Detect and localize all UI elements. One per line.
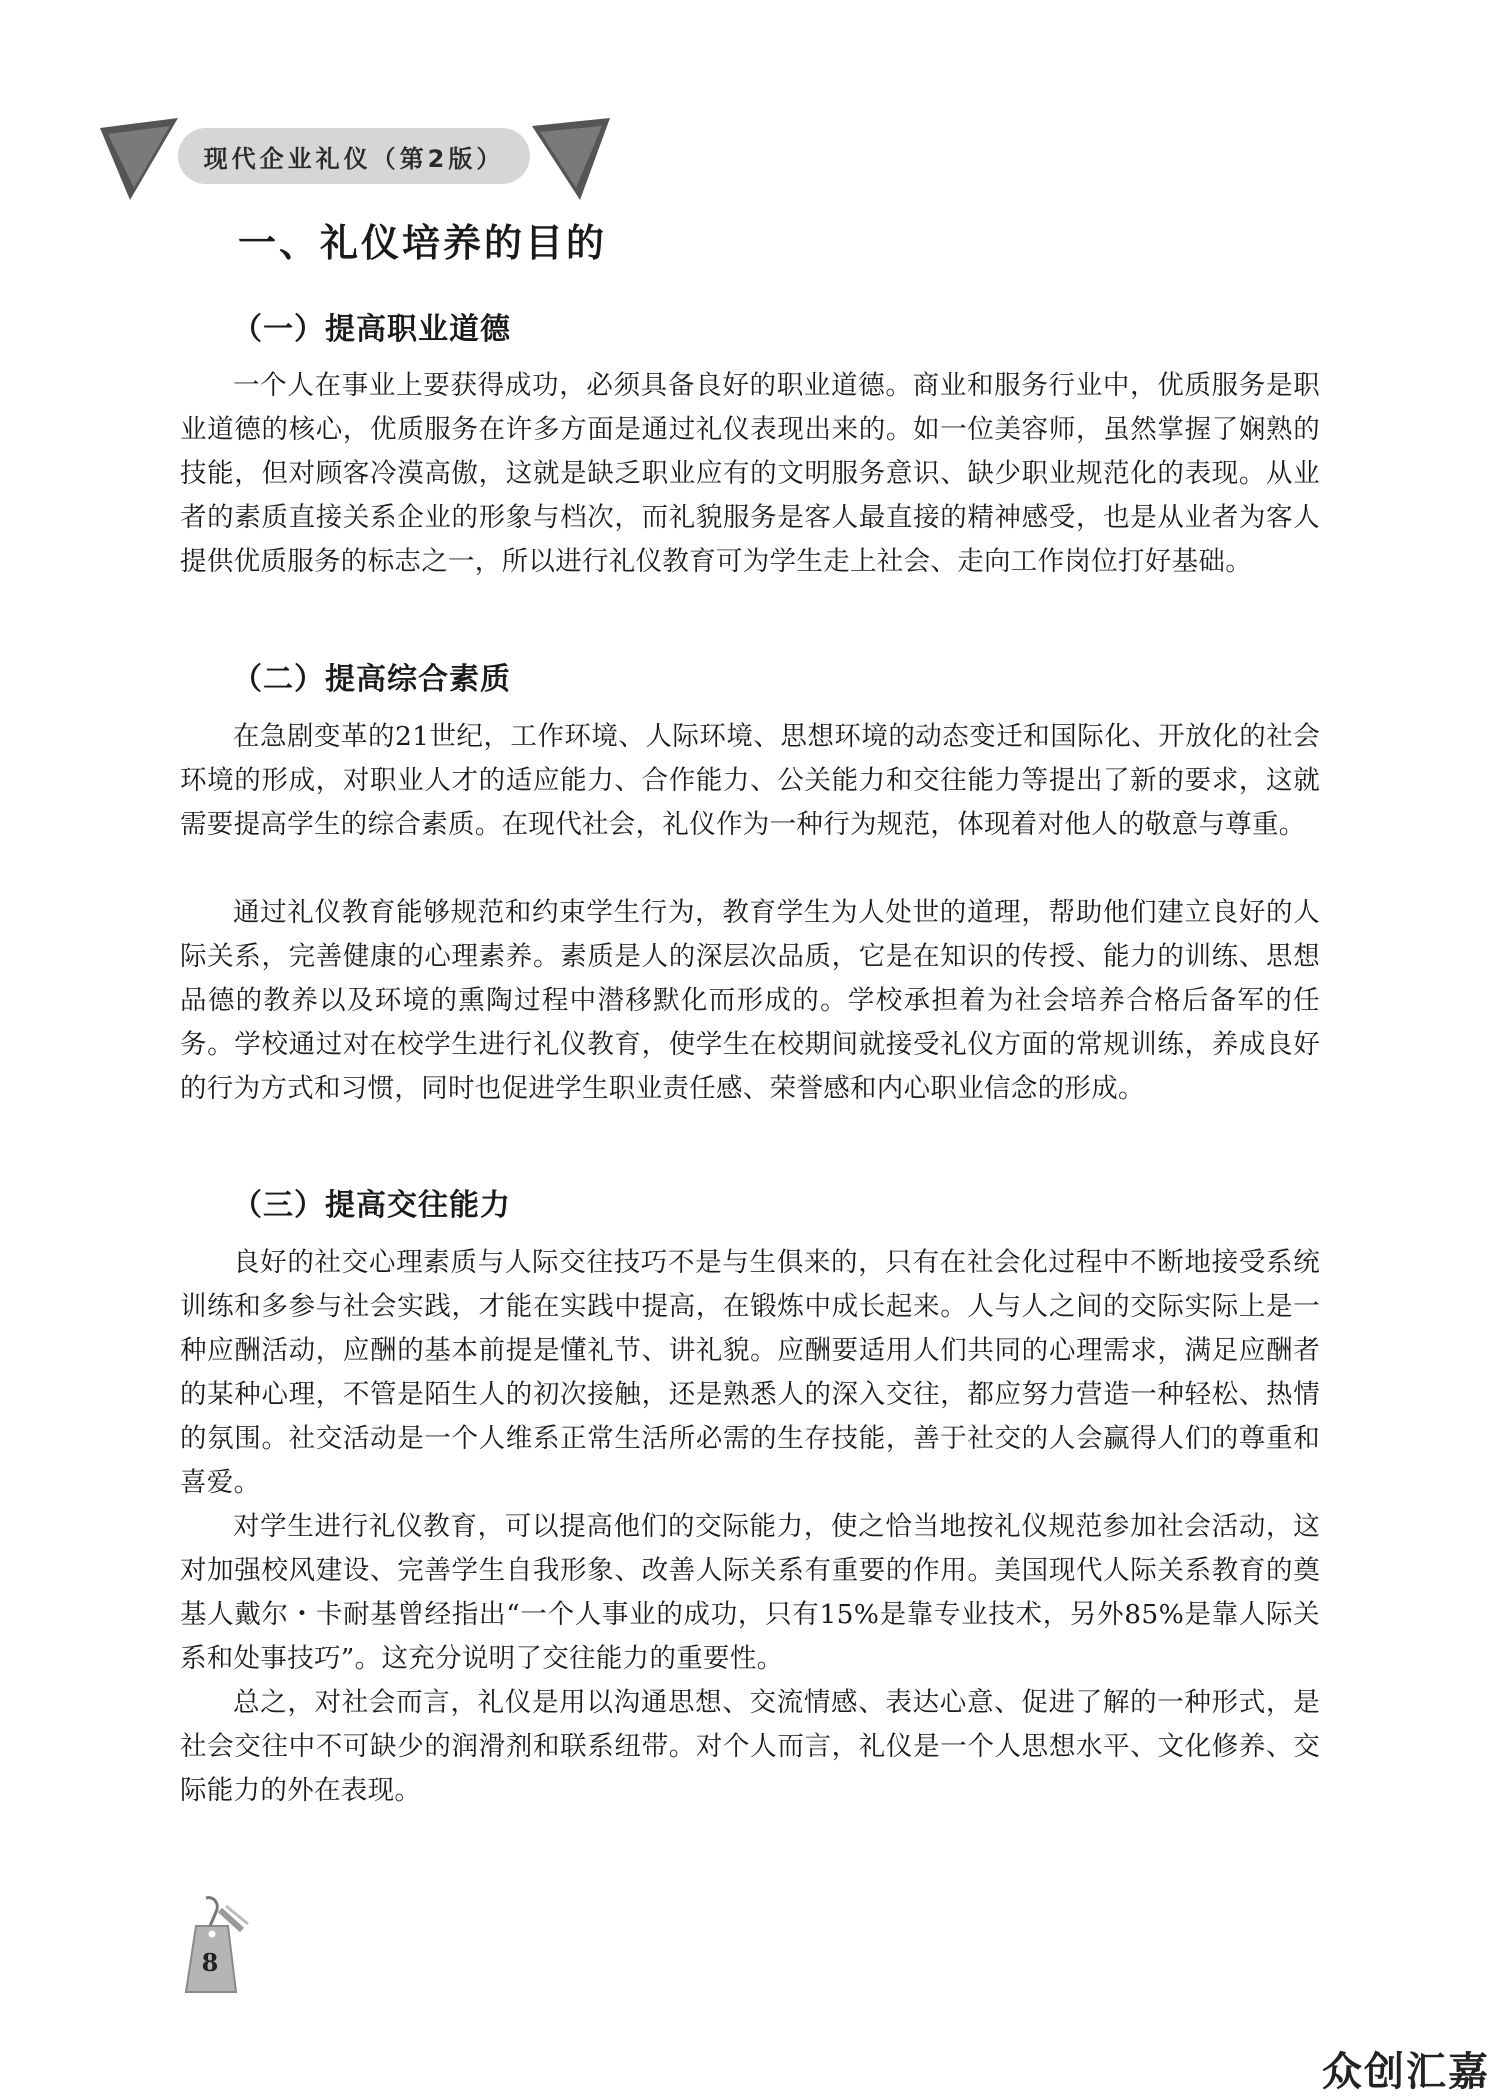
section-title: 一、礼仪培养的目的	[238, 221, 608, 265]
paragraph-2: 在急剧变革的21世纪，工作环境、人际环境、思想环境的动态变迁和国际化、开放化的社会环境的形成，对职业人才的适应能力、合作能力、公关能力和交往能力等提出了新的要求，这就需要提高学生的综合素质。在现代社会，礼仪作为一种行为规范，体现着对他人的敬意与尊重。	[180, 721, 1320, 840]
subsection-heading-3: （三）提高交往能力	[232, 1188, 511, 1223]
subsection-heading-2: （二）提高综合素质	[232, 662, 511, 697]
running-header: 现代企业礼仪（第2版）	[178, 128, 530, 184]
page-number: 8	[201, 1948, 219, 1977]
paragraph-1: 一个人在事业上要获得成功，必须具备良好的职业道德。商业和服务行业中，优质服务是职业道德的核心，优质服务在许多方面是通过礼仪表现出来的。如一位美容师，虽然掌握了娴熟的技能，但对顾客冷漠高傲，这就是缺乏职业应有的文明服务意识、缺少职业规范化的表现。从业者的素质直接关系企业的形象与档次，而礼貌服务是客人最直接的精神感受，也是从业者为客人提供优质服务的标志之一，所以进行礼仪教育可为学生走上社会、走向工作岗位打好基础。	[180, 370, 1320, 577]
paragraph-3: 通过礼仪教育能够规范和约束学生行为，教育学生为人处世的道理，帮助他们建立良好的人际关系，完善健康的心理素养。素质是人的深层次品质，它是在知识的传授、能力的训练、思想品德的教养以及环境的熏陶过程中潜移默化而形成的。学校承担着为社会培养合格后备军的任务。学校通过对在校学生进行礼仪教育，使学生在校期间就接受礼仪方面的常规训练，养成良好的行为方式和习惯，同时也促进学生职业责任感、荣誉感和内心职业信念的形成。	[180, 897, 1320, 1104]
subsection-heading-1: （一）提高职业道德	[232, 312, 511, 347]
watermark: 众创汇嘉	[1322, 2049, 1490, 2095]
paragraph-6: 总之，对社会而言，礼仪是用以沟通思想、交流情感、表达心意、促进了解的一种形式，是社会交往中不可缺少的润滑剂和联系纽带。对个人而言，礼仪是一个人思想水平、文化修养、交际能力的外在表现。	[180, 1687, 1320, 1806]
paragraph-4: 良好的社交心理素质与人际交往技巧不是与生俱来的，只有在社会化过程中不断地接受系统训练和多参与社会实践，才能在实践中提高，在锻炼中成长起来。人与人之间的交际实际上是一种应酬活动，应酬的基本前提是懂礼节、讲礼貌。应酬要适用人们共同的心理需求，满足应酬者的某种心理，不管是陌生人的初次接触，还是熟悉人的深入交往，都应努力营造一种轻松、热情的氛围。社交活动是一个人维系正常生活所必需的生存技能，善于社交的人会赢得人们的尊重和喜爱。	[180, 1247, 1320, 1498]
page-tag-icon	[176, 1896, 266, 1996]
paragraph-5: 对学生进行礼仪教育，可以提高他们的交际能力，使之恰当地按礼仪规范参加社会活动，这对加强校风建设、完善学生自我形象、改善人际关系有重要的作用。美国现代人际关系教育的奠基人戴尔・卡耐基曾经指出“一个人事业的成功，只有15%是靠专业技术，另外85%是靠人际关系和处事技巧”。这充分说明了交往能力的重要性。	[180, 1511, 1320, 1674]
